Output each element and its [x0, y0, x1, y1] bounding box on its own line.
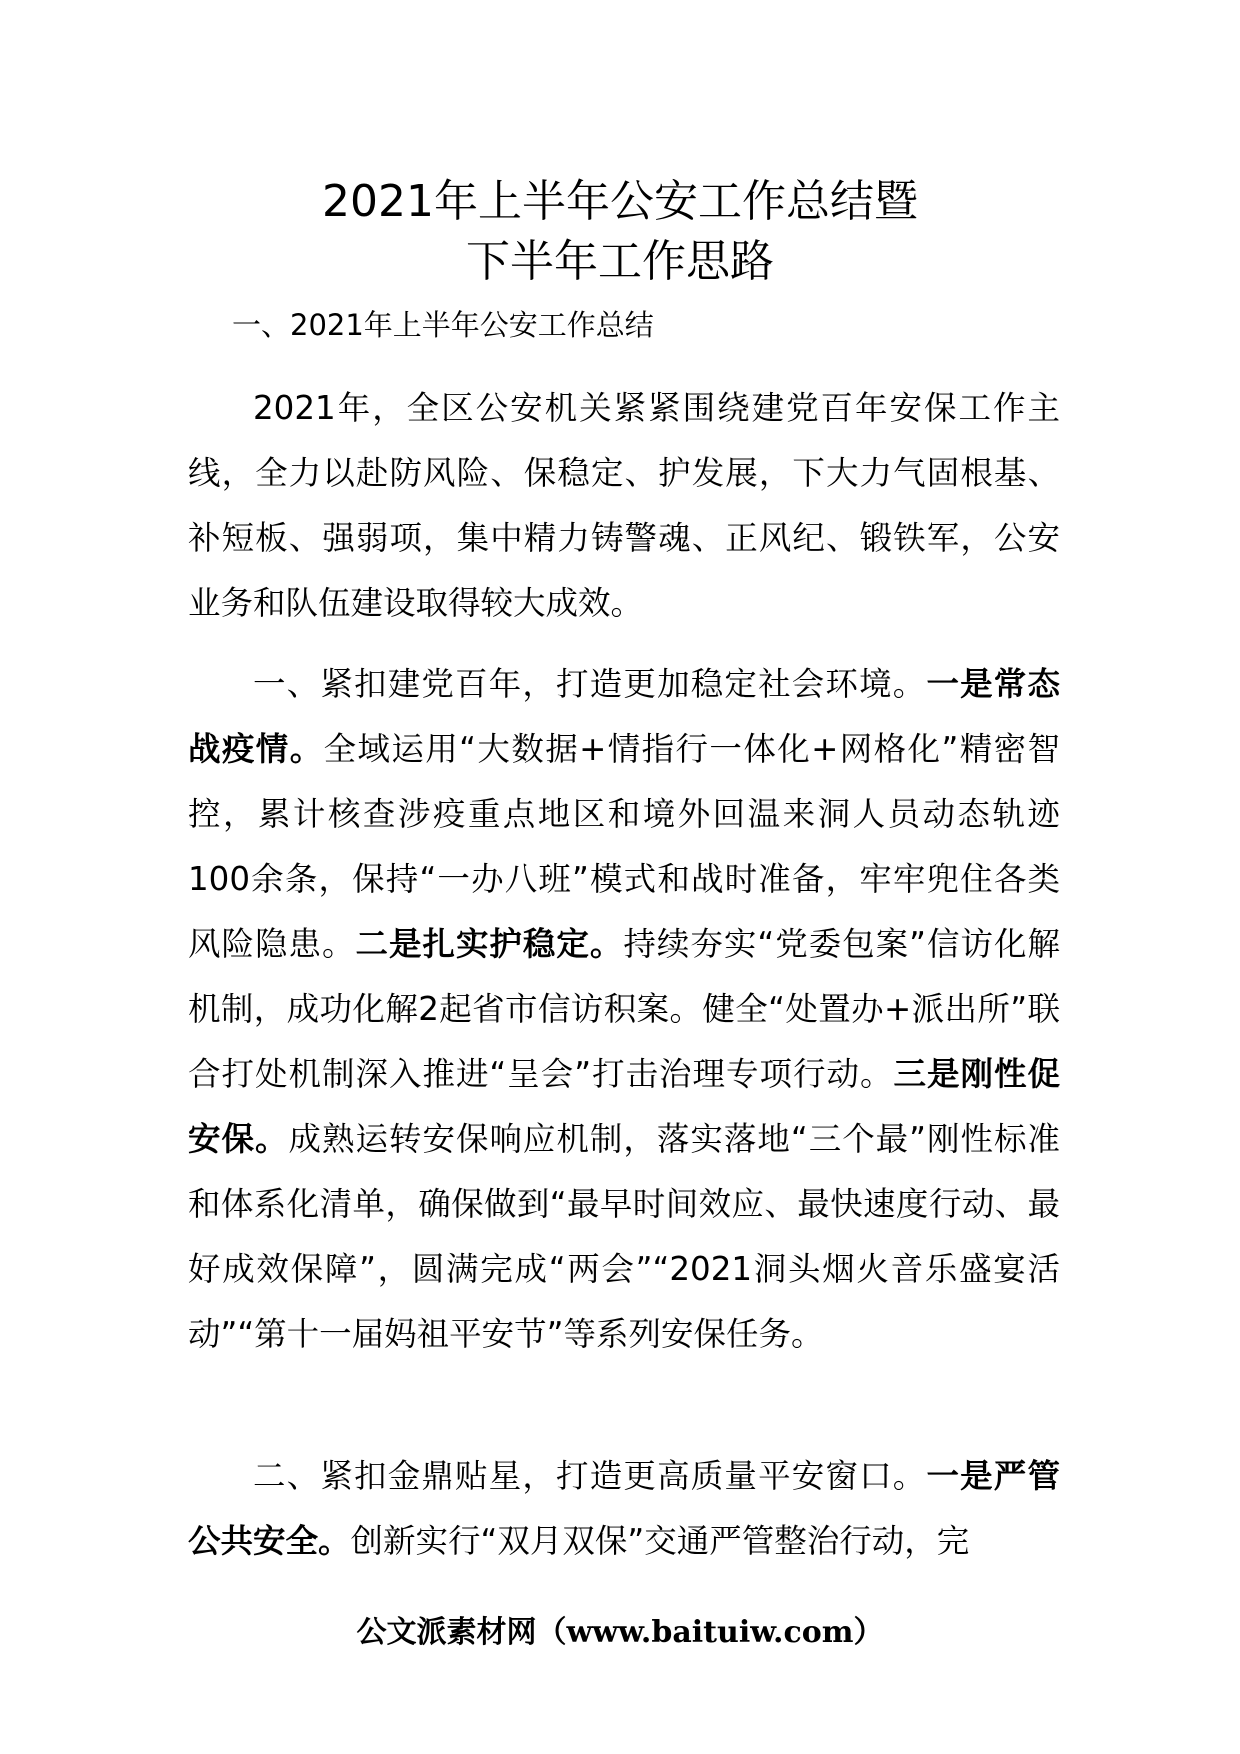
item-2-lead: 二、紧扣金鼎贴星，打造更高质量平安窗口。: [253, 1457, 927, 1495]
item-1-point-2-text: 持续夯实“党委包案”信访化解机制，成功化解2起省市信访积案。健全“处置办+派出所”联合打处机制深入推进“呈会”打击治理专项行动。: [188, 925, 1060, 1093]
footer-watermark: 公文派素材网（www.baituiw.com）: [356, 1615, 884, 1650]
section-heading: 一、2021年上半年公安工作总结: [232, 308, 654, 342]
item-2-point-1-text: 创新实行“双月双保”交通严管整治行动，完: [350, 1522, 970, 1560]
item-1-point-1-label: 一是常态战疫情。: [188, 665, 1060, 768]
item-1-point-2-label: 二是扎实护稳定。: [355, 925, 624, 963]
item-1-point-1-text: 全域运用“大数据+情指行一体化+网格化”精密智控，累计核查涉疫重点地区和境外回温来洞人员动态轨迹100余条，保持“一办八班”模式和战时准备，牢牢兜住各类风险隐患。: [188, 730, 1060, 963]
item-1-paragraph: [188, 652, 1060, 1367]
item-1-lead: 一、紧扣建党百年，打造更加稳定社会环境。: [253, 665, 927, 703]
item-1-point-3-label: 三是刚性促安保。: [188, 1055, 1060, 1158]
document-title: [0, 172, 1240, 292]
title-line-1: 2021年上半年公安工作总结暨: [322, 176, 918, 227]
item-2-paragraph: [188, 1444, 1060, 1574]
item-2-point-1-label: 一是严管公共安全。: [188, 1457, 1060, 1560]
title-line-2: 下半年工作思路: [466, 236, 774, 287]
item-1-point-3-text: 成熟运转安保响应机制，落实落地“三个最”刚性标准和体系化清单，确保做到“最早时间效应、最快速度行动、最好成效保障”，圆满完成“两会”“2021洞头烟火音乐盛宴活动”“第十一届妈祖平安节”等系列安保任务。: [188, 1120, 1060, 1353]
intro-paragraph: 2021年，全区公安机关紧紧围绕建党百年安保工作主线，全力以赴防风险、保稳定、护发展，下大力气固根基、补短板、强弱项，集中精力铸警魂、正风纪、锻铁军，公安业务和队伍建设取得较大成效。: [188, 389, 1060, 622]
